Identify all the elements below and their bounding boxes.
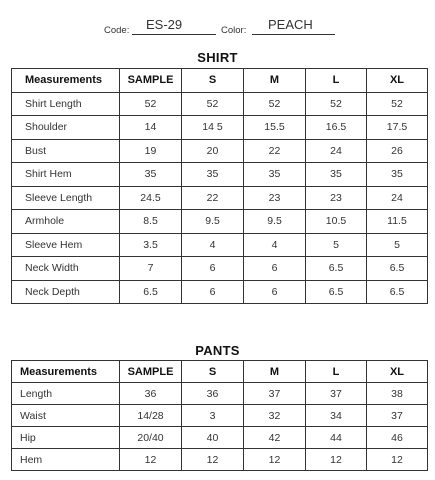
table-row (12, 280, 428, 304)
table-row (12, 233, 428, 257)
column-header: L (306, 69, 367, 93)
measurement-value-cell: 52 (306, 92, 367, 116)
measurement-value-cell: 24.5 (120, 186, 182, 210)
measurement-value-cell: 38 (367, 383, 428, 405)
table-header-row (12, 361, 428, 383)
table-row (12, 116, 428, 140)
column-header: Measurements (12, 361, 120, 383)
measurement-name-cell: Armhole (12, 210, 120, 234)
measurement-value-cell: 22 (182, 186, 244, 210)
measurement-name-cell: Length (12, 383, 120, 405)
measurement-value-cell: 3 (182, 405, 244, 427)
measurement-value-cell: 6 (244, 280, 306, 304)
measurement-name-cell: Neck Depth (12, 280, 120, 304)
pants-measurements-table (11, 360, 428, 471)
measurement-name-cell: Hip (12, 427, 120, 449)
measurement-value-cell: 46 (367, 427, 428, 449)
measurement-value-cell: 6 (182, 257, 244, 281)
code-label: Code: (104, 25, 130, 36)
column-header: SAMPLE (120, 69, 182, 93)
measurement-name-cell: Waist (12, 405, 120, 427)
measurement-value-cell: 17.5 (367, 116, 428, 140)
measurement-value-cell: 24 (367, 186, 428, 210)
measurement-value-cell: 23 (244, 186, 306, 210)
measurement-value-cell: 52 (120, 92, 182, 116)
table-row (12, 427, 428, 449)
measurement-name-cell: Sleeve Length (12, 186, 120, 210)
table-row (12, 405, 428, 427)
measurement-value-cell: 19 (120, 139, 182, 163)
color-label: Color: (221, 25, 247, 36)
column-header: S (182, 361, 244, 383)
measurement-value-cell: 42 (244, 427, 306, 449)
table-row (12, 163, 428, 187)
color-value: PEACH (252, 17, 335, 35)
measurement-value-cell: 34 (306, 405, 367, 427)
column-header: XL (367, 69, 428, 93)
measurement-value-cell: 6.5 (367, 257, 428, 281)
measurement-name-cell: Shoulder (12, 116, 120, 140)
table-row (12, 449, 428, 471)
measurement-value-cell: 5 (367, 233, 428, 257)
table-row (12, 186, 428, 210)
measurement-value-cell: 52 (182, 92, 244, 116)
measurement-value-cell: 23 (306, 186, 367, 210)
column-header: XL (367, 361, 428, 383)
measurement-name-cell: Neck Width (12, 257, 120, 281)
measurement-value-cell: 6.5 (306, 257, 367, 281)
measurement-value-cell: 10.5 (306, 210, 367, 234)
measurement-name-cell: Bust (12, 139, 120, 163)
measurement-value-cell: 12 (120, 449, 182, 471)
table-header-row (12, 69, 428, 93)
measurement-value-cell: 14 5 (182, 116, 244, 140)
measurement-value-cell: 35 (306, 163, 367, 187)
measurement-value-cell: 20 (182, 139, 244, 163)
column-header: S (182, 69, 244, 93)
measurement-name-cell: Shirt Length (12, 92, 120, 116)
measurement-value-cell: 6.5 (367, 280, 428, 304)
measurement-value-cell: 7 (120, 257, 182, 281)
measurement-value-cell: 12 (182, 449, 244, 471)
measurement-value-cell: 16.5 (306, 116, 367, 140)
measurement-value-cell: 6.5 (120, 280, 182, 304)
measurement-name-cell: Sleeve Hem (12, 233, 120, 257)
measurement-value-cell: 12 (244, 449, 306, 471)
measurement-value-cell: 35 (367, 163, 428, 187)
measurement-value-cell: 37 (244, 383, 306, 405)
measurement-value-cell: 35 (182, 163, 244, 187)
measurement-value-cell: 35 (244, 163, 306, 187)
product-header (0, 17, 435, 39)
shirt-measurements-table (11, 68, 428, 304)
measurement-name-cell: Hem (12, 449, 120, 471)
measurement-value-cell: 44 (306, 427, 367, 449)
pants-title: PANTS (195, 343, 240, 358)
column-header: SAMPLE (120, 361, 182, 383)
measurement-value-cell: 52 (244, 92, 306, 116)
measurement-value-cell: 22 (244, 139, 306, 163)
measurement-value-cell: 24 (306, 139, 367, 163)
shirt-title: SHIRT (197, 50, 238, 65)
measurement-value-cell: 14/28 (120, 405, 182, 427)
measurement-value-cell: 5 (306, 233, 367, 257)
measurement-value-cell: 6 (182, 280, 244, 304)
measurement-value-cell: 8.5 (120, 210, 182, 234)
column-header: M (244, 69, 306, 93)
measurement-value-cell: 20/40 (120, 427, 182, 449)
measurement-value-cell: 32 (244, 405, 306, 427)
measurement-value-cell: 3.5 (120, 233, 182, 257)
measurement-value-cell: 4 (182, 233, 244, 257)
measurement-value-cell: 40 (182, 427, 244, 449)
measurement-value-cell: 12 (306, 449, 367, 471)
measurement-value-cell: 36 (120, 383, 182, 405)
measurement-value-cell: 6 (244, 257, 306, 281)
measurement-name-cell: Shirt Hem (12, 163, 120, 187)
measurement-value-cell: 4 (244, 233, 306, 257)
measurement-value-cell: 15.5 (244, 116, 306, 140)
column-header: L (306, 361, 367, 383)
measurement-value-cell: 52 (367, 92, 428, 116)
table-row (12, 383, 428, 405)
measurement-value-cell: 11.5 (367, 210, 428, 234)
measurement-value-cell: 9.5 (182, 210, 244, 234)
measurement-value-cell: 6.5 (306, 280, 367, 304)
measurement-value-cell: 9.5 (244, 210, 306, 234)
column-header: M (244, 361, 306, 383)
measurement-value-cell: 26 (367, 139, 428, 163)
table-row (12, 92, 428, 116)
code-value: ES-29 (132, 17, 216, 35)
table-row (12, 139, 428, 163)
measurement-value-cell: 36 (182, 383, 244, 405)
measurement-value-cell: 12 (367, 449, 428, 471)
table-row (12, 210, 428, 234)
column-header: Measurements (12, 69, 120, 93)
measurement-value-cell: 37 (306, 383, 367, 405)
measurement-value-cell: 35 (120, 163, 182, 187)
table-row (12, 257, 428, 281)
measurement-value-cell: 37 (367, 405, 428, 427)
measurement-value-cell: 14 (120, 116, 182, 140)
